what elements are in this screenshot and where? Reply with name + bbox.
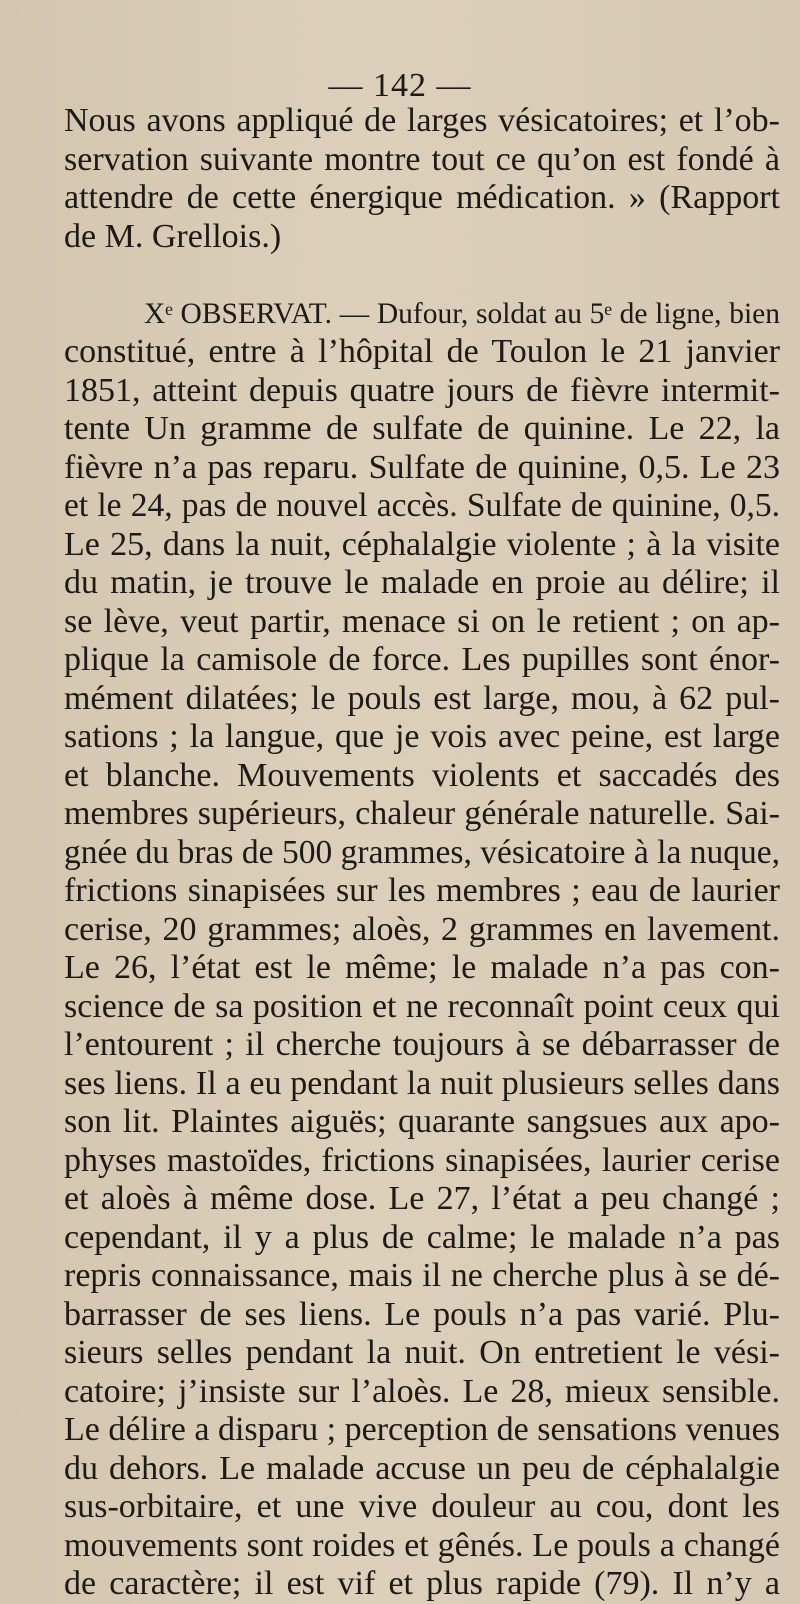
paragraph-1 (64, 102, 780, 256)
text-line: tente Un gramme de sulfate de quinine. Le 22, la (64, 410, 780, 447)
text-line: catoire; j’insiste sur l’aloès. Le 28, mieux sensible. (64, 1372, 780, 1410)
text-line: cerise, 20 grammes; aloès, 2 grammes en lavement. (64, 910, 780, 948)
text-line: servation suivante montre tout ce qu’on est fondé à (64, 140, 780, 178)
text-line: fièvre n’a pas reparu. Sulfate de quinine, 0,5. Le 23 (64, 448, 780, 486)
text-line: l’entourent ; il cherche toujours à se débarrasser de (64, 1026, 780, 1063)
text-line: Nous avons appliqué de larges vésicatoires; et l’ob- (64, 102, 780, 139)
text-line: ses liens. Il a eu pendant la nuit plusieurs selles dans (64, 1064, 780, 1102)
text-line: sations ; la langue, que je vois avec peine, est large (64, 718, 780, 755)
text-line: mouvements sont roides et gênés. Le pouls a changé (64, 1526, 780, 1564)
text-line: de M. Grellois.) (64, 217, 282, 255)
text-line: Le 26, l’état est le même; le malade n’a pas con- (64, 949, 780, 986)
text-line: 1851, atteint depuis quatre jours de fièvre intermit- (64, 371, 780, 409)
text-line: Xᵉ OBSERVAT. — Dufour, soldat au 5ᵉ de ligne, bien (144, 297, 780, 330)
text-line: et aloès à même dose. Le 27, l’état a peu changé ; (64, 1180, 780, 1217)
text-line: sieurs selles pendant la nuit. On entretient le vési- (64, 1334, 780, 1371)
page-body (64, 102, 780, 1604)
text-line: et le 24, pas de nouvel accès. Sulfate de quinine, 0,5. (64, 487, 780, 524)
text-line: Le 25, dans la nuit, céphalalgie violente ; à la visite (64, 525, 780, 563)
text-line: son lit. Plaintes aiguës; quarante sangsues aux apo- (64, 1103, 780, 1140)
text-line: du dehors. Le malade accuse un peu de céphalalgie (64, 1449, 780, 1487)
text-line: barrasser de ses liens. Le pouls n’a pas varié. Plu- (64, 1295, 780, 1333)
page-number-header: — 142 — (328, 67, 472, 104)
text-line: cependant, il y a plus de calme; le malade n’a pas (64, 1218, 780, 1256)
text-line: constitué, entre à l’hôpital de Toulon le 21 janvier (64, 333, 780, 370)
text-line: de caractère; il est vif et plus rapide (79). Il n’y a (64, 1565, 780, 1602)
text-line: plique la camisole de force. Les pupilles sont énor- (64, 641, 780, 678)
text-line: frictions sinapisées sur les membres ; eau de laurier (64, 872, 780, 909)
text-line: Le délire a disparu ; perception de sensations venues (64, 1411, 780, 1448)
text-line: science de sa position et ne reconnaît point ceux qui (64, 987, 780, 1025)
text-line: attendre de cette énergique médication. » (Rapport (64, 179, 780, 216)
paragraph-spacer (64, 256, 780, 295)
text-line: gnée du bras de 500 grammes, vésicatoire à la nuque, (64, 833, 780, 871)
text-line: membres supérieurs, chaleur générale naturelle. Sai- (64, 795, 780, 832)
text-line: et blanche. Mouvements violents et saccadés des (64, 756, 780, 794)
text-line: repris connaissance, mais il ne cherche plus à se dé- (64, 1257, 780, 1294)
text-line: physes mastoïdes, frictions sinapisées, laurier cerise (64, 1141, 780, 1179)
text-line: mément dilatées; le pouls est large, mou, à 62 pul- (64, 679, 780, 717)
text-line: du matin, je trouve le malade en proie au délire; il (64, 564, 780, 601)
text-line: se lève, veut partir, menace si on le retient ; on ap- (64, 602, 780, 640)
paragraph-2 (64, 295, 780, 1604)
text-line: sus-orbitaire, et une vive douleur au cou, dont les (64, 1488, 780, 1525)
